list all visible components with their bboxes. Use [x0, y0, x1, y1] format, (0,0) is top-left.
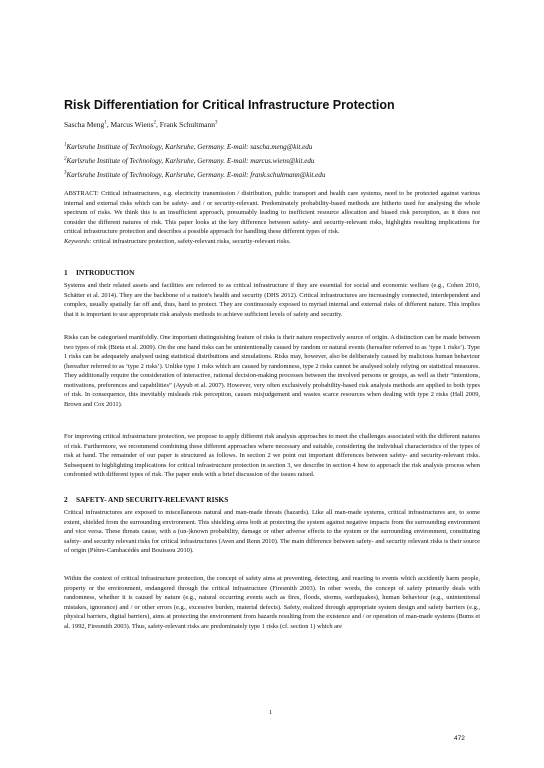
keywords-label: Keywords: — [64, 238, 92, 245]
keywords-text: critical infrastructure protection, safety-relevant risks, security-relevant risks. — [93, 238, 291, 245]
affiliation-sup: 3 — [64, 170, 67, 176]
author-sup: 1 — [104, 120, 107, 126]
paragraph: Risks can be categorised manifoldly. One important distinguishing feature of risks is their nature respectively source of origin. A distinction can be made between two types of risk (Bieta et al. 2009). On the one hand risks can be unintentionally caused by random or natural events (hereafter referred to as ‘type 1 risks’). Type 1 risks can be adequately analysed using statistical distributions and simulations. Risks may, however, also be deliberately caused by malicious human behaviour (hereafter referred to as ‘type 2 risks’). Unlike type 1 risks which are caused by randomness, type 2 risks cannot be analysed solely relying on statistical measures. They additionally require the consideration of interactive, rational decision-making processes between the involved persons or groups, as well as their “intentions, motivations, preferences and capabilities” (Ayyub et al. 2007). However, very often exclusively probability-based risk analysis methods are applied to both types of risk. In consequence, this inevitably misleads risk perception, causes misjudgement and wastes scarce resources when dealing with type 2 risks (Hall 2009, Brown and Cox 2011). — [64, 334, 480, 408]
author-sup: 2 — [153, 120, 157, 126]
folio-number: 472 — [454, 735, 465, 742]
page-number: 1 — [269, 709, 273, 716]
keywords — [64, 237, 291, 246]
author-sup: 3 — [215, 120, 218, 126]
affiliation — [64, 156, 314, 166]
abstract: ABSTRACT: Critical infrastructures, e.g. electricity transmission / distribution, public transport and health care systems, need to be protected against various internal and external risks which can be safety- and / or security-relevant. Predominately probability-based methods are hitherto used for analysing the whole spectrum of risks. We think this is an insufficient approach, presumably leading to inefficient resource allocation and biased risk perception, as it does not consider the different natures of risk. This paper looks at the key difference between safety- and security-relevant risks, highlights resulting implications for critical infrastructure protection and describes a possible approach for handling these different types of risk. — [64, 190, 480, 235]
paragraph: Within the context of critical infrastructure protection, the concept of safety aims at preventing, detecting, and reacting to events which accidently harm people, property or the environment, endangered through the critical infrastructure (Firesmith 2003). In other words, the concept of safety primarily deals with randomness, whether it is caused by nature (e.g., natural occurring events such as fires, floods, storms, earthquakes), human behaviour (e.g., unintentional mistakes, ignorance) and / or other errors (e.g., excessive burden, material defects). Safety, realized through appropriate system design and safety barriers (e.g., physical barriers, digital barriers), aims at protecting the environment from hazards resulting from the existence and / or operation of man-made systems (Burns et al. 1992, Firesmith 2003). Thus, safety-relevant risks are predominately type 1 risks (cf. section 1) which are — [64, 575, 480, 630]
author-name: Marcus Wiens — [110, 120, 154, 129]
paragraph: Systems and their related assets and facilities are referred to as critical infrastructure if they are essential for social and economic welfare (e.g., Cohen 2010, Schätter et al. 2014). They are the backbone of a nation’s health and security (DHS 2012). Critical infrastructures are increasingly connected, interdependent and complex, usually spatially far off and, thus, hard to protect. They are continuously exposed to myriad internal and external risks of different nature. This implies that it is important to use appropriate risk analysis methods to achieve sufficient levels of safety and security. — [64, 282, 480, 318]
paper-title: Risk Differentiation for Critical Infrastructure Protection — [64, 98, 395, 112]
affiliation-sup: 2 — [64, 156, 67, 162]
section-number: 2 — [64, 495, 68, 504]
author-name: Sascha Meng — [64, 120, 105, 129]
affiliation-text: Karlsruhe Institute of Technology, Karlsruhe, Germany. E-mail: sascha.meng@kit.edu — [66, 143, 313, 151]
paragraph: Critical infrastructures are exposed to miscellaneous natural and man-made threats (hazards). Like all man-made systems, critical infrastructures are, to some extent, shielded from the surrounding environment. This shielding aims both at protecting the system against negative impacts from the surrounding environment and vice versa. These threats cause, with a (un-)known probability, damage or other adverse effects to the system or the surrounding environment, constituting safety- and security relevant risks for critical infrastructures (Aven and Renn 2010). The main difference between safety- and security relevant risks is their source of origin (Piètre-Cambacédès and Bouissou 2010). — [64, 509, 480, 554]
affiliation-text: Karlsruhe Institute of Technology, Karlsruhe, Germany. E-mail: frank.schultmann@kit.edu — [66, 171, 326, 179]
affiliation — [64, 142, 312, 152]
affiliation-text: Karlsruhe Institute of Technology, Karlsruhe, Germany. E-mail: marcus.wiens@kit.edu — [66, 157, 315, 165]
affiliation — [64, 170, 325, 180]
paragraph: For improving critical infrastructure protection, we propose to apply different risk analysis approaches to meet the challenges associated with the different natures of risk. Furthermore, we recommend combining these different approaches where necessary and suitable, considering the individual characteristics of the types of risk at hand. The remainder of our paper is structured as follows. In section 2 we point out important differences between safety- and security-relevant risks. Subsequent to highlighting implications for critical infrastructure protection in section 3, we describe in section 4 how to approach the risk analysis process when confronted with different types of risk. The paper ends with a brief discussion of the issues raised. — [64, 433, 480, 478]
author-list: Sascha Meng$^1$, Marcus Wiens$^2$, Frank Schultmann$^3$ — [64, 120, 218, 129]
section-title: INTRODUCTION — [76, 268, 135, 277]
section-heading — [64, 495, 228, 505]
section-heading — [64, 268, 134, 278]
author-name: Frank Schultmann — [159, 120, 215, 129]
affiliation-sup: 1 — [64, 142, 67, 148]
section-number: 1 — [64, 268, 68, 277]
section-title: SAFETY- AND SECURITY-RELEVANT RISKS — [76, 495, 229, 504]
